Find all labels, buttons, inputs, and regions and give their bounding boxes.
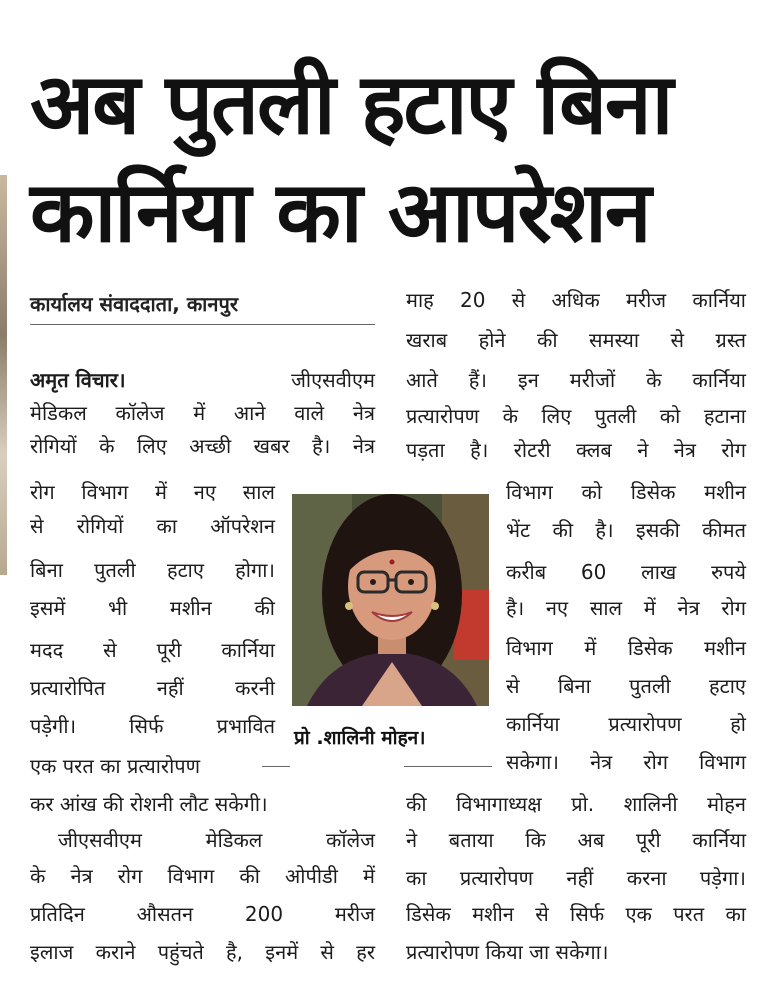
- col1-line: रोग विभाग में नए साल: [30, 480, 275, 504]
- col2-line: प्रत्यारोपण के लिए पुतली को हटाना: [406, 404, 746, 428]
- col1-line: प्रतिदिन औसतन 200 मरीज: [30, 902, 375, 926]
- col2-line: भेंट की है। इसकी कीमत: [506, 518, 746, 542]
- col2-line: का प्रत्यारोपण नहीं करना पड़ेगा।: [406, 866, 746, 890]
- photo-rule-left: [262, 766, 290, 767]
- photo-rule-right: [404, 766, 492, 767]
- col1-line: मदद से पूरी कार्निया: [30, 638, 275, 662]
- col2-line: ने बताया कि अब पूरी कार्निया: [406, 828, 746, 852]
- col2-line: विभाग को डिसेक मशीन: [506, 480, 746, 504]
- col2-line: डिसेक मशीन से सिर्फ एक परत का: [406, 902, 746, 926]
- col1-line: जीएसवीएम मेडिकल कॉलेज: [58, 828, 375, 852]
- headline-line-1: अब पुतली हटाए बिना: [30, 55, 672, 153]
- col1-line: मेडिकल कॉलेज में आने वाले नेत्र: [30, 401, 375, 425]
- col2-line: माह 20 से अधिक मरीज कार्निया: [406, 288, 746, 312]
- col1-line: बिना पुतली हटाए होगा।: [30, 558, 275, 582]
- col2-line: खराब होने की समस्या से ग्रस्त: [406, 328, 746, 352]
- col2-line: करीब 60 लाख रुपये: [506, 560, 746, 584]
- col1-line: रोगियों के लिए अच्छी खबर है। नेत्र: [30, 434, 375, 458]
- photo-prof-shalini-mohan: [292, 494, 489, 706]
- col2-line: से बिना पुतली हटाए: [506, 674, 746, 698]
- col1-line-0: [30, 370, 375, 390]
- col2-line: है। नए साल में नेत्र रोग: [506, 596, 746, 620]
- lede-dateline: अमृत विचार।: [30, 368, 126, 392]
- col2-line: कार्निया प्रत्यारोपण हो: [506, 712, 746, 736]
- adjacent-article-edge: [0, 175, 7, 575]
- byline: कार्यालय संवाददाता, कानपुर: [30, 292, 239, 316]
- col1-line: प्रत्यारोपित नहीं करनी: [30, 676, 275, 700]
- col1-line: इसमें भी मशीन की: [30, 596, 275, 620]
- col1-line: के नेत्र रोग विभाग की ओपीडी में: [30, 864, 375, 888]
- lede-rest: जीएसवीएम: [291, 368, 375, 392]
- col2-line: प्रत्यारोपण किया जा सकेगा।: [406, 940, 609, 964]
- col2-line: आते हैं। इन मरीजों के कार्निया: [406, 368, 746, 392]
- col1-line: एक परत का प्रत्यारोपण: [30, 754, 201, 778]
- headline-line-2: कार्निया का आपरेशन: [30, 163, 650, 261]
- photo-caption: प्रो .शालिनी मोहन।: [294, 727, 426, 749]
- col1-line: इलाज कराने पहुंचते है, इनमें से हर: [30, 940, 375, 964]
- col1-line: पड़ेगी। सिर्फ प्रभावित: [30, 714, 275, 738]
- col1-line: कर आंख की रोशनी लौट सकेगी।: [30, 792, 268, 816]
- col2-line: विभाग में डिसेक मशीन: [506, 636, 746, 660]
- col1-line: से रोगियों का ऑपरेशन: [30, 514, 275, 538]
- col2-line: पड़ता है। रोटरी क्लब ने नेत्र रोग: [406, 438, 746, 462]
- byline-rule: [30, 324, 375, 325]
- col2-line: सकेगा। नेत्र रोग विभाग: [506, 750, 746, 774]
- col2-line: की विभागाध्यक्ष प्रो. शालिनी मोहन: [406, 792, 746, 816]
